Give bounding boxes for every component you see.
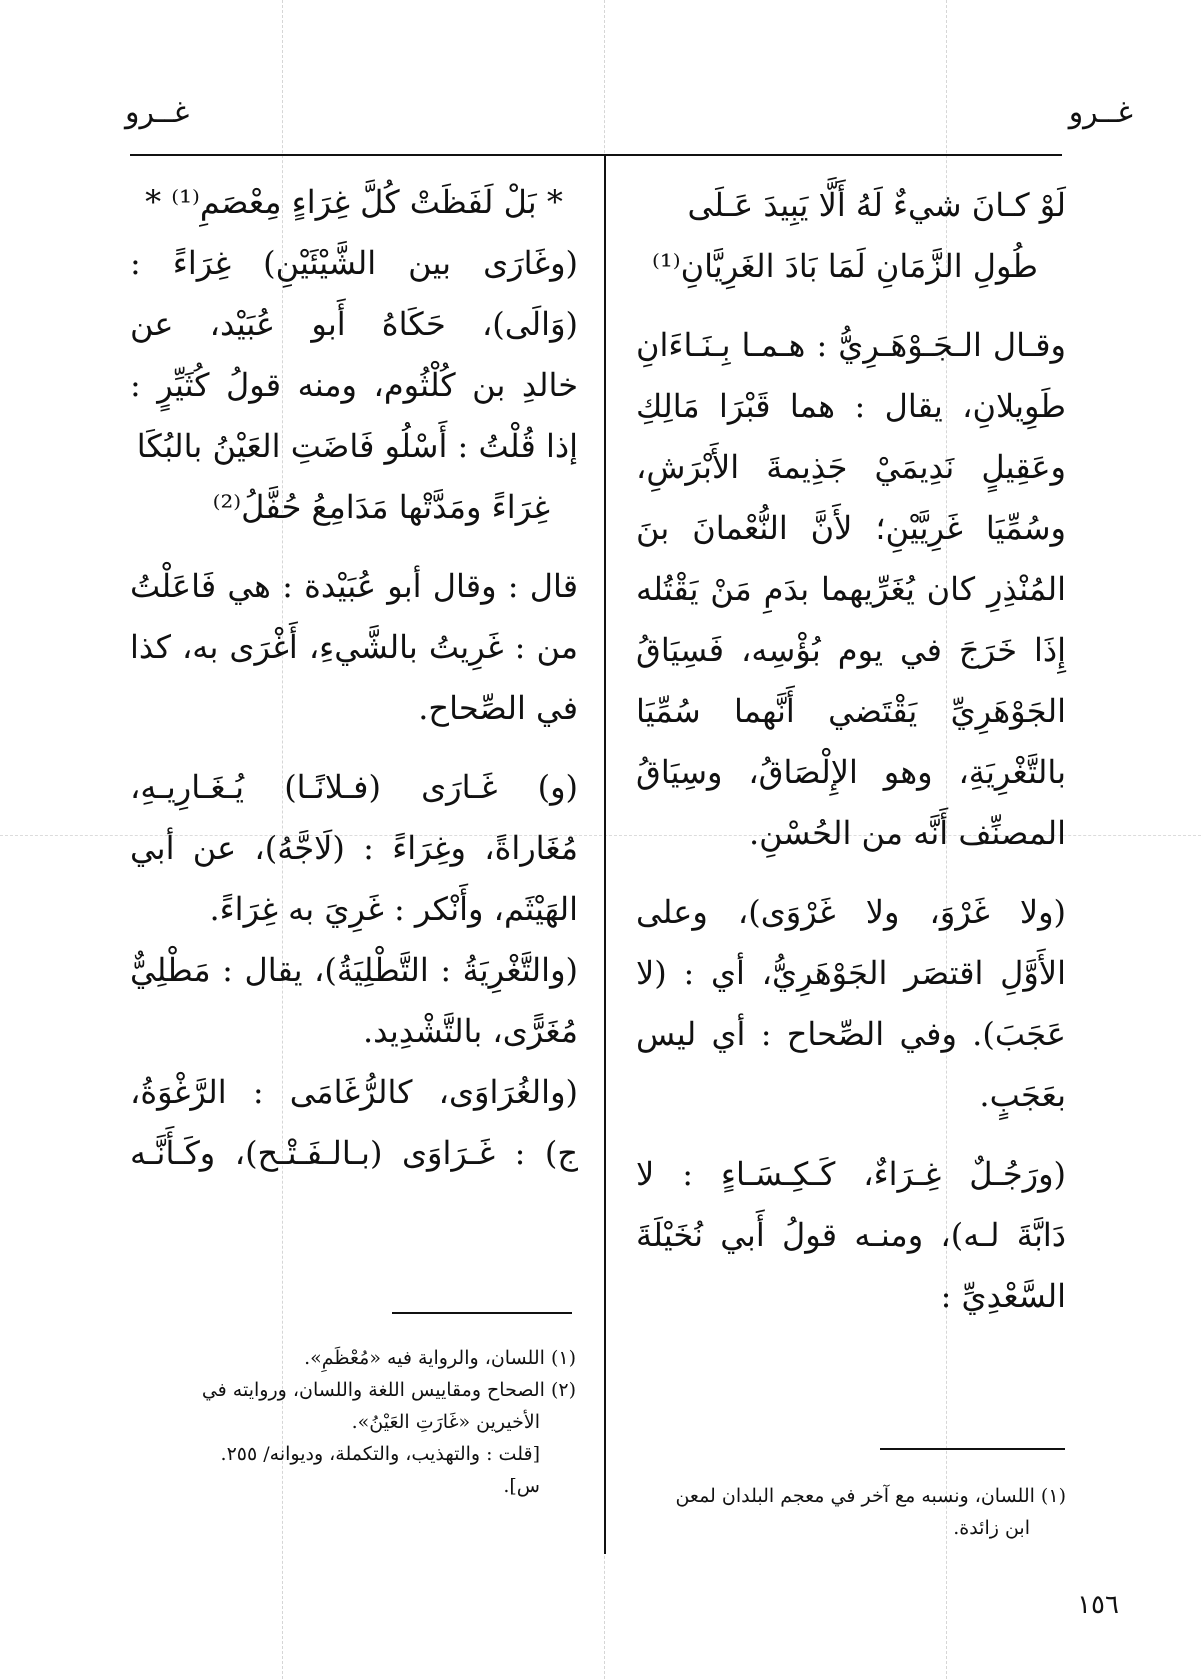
footnote-line: ابن زائدة. <box>953 1517 1030 1539</box>
left-column <box>130 172 578 1184</box>
footnote-line: (٢) الصحاح ومقاييس اللغة واللسان، وروايته في <box>201 1379 576 1401</box>
footnote-line: س]. <box>503 1475 540 1497</box>
text-line: دَابَّةَ لـه)، ومنـه قولُ أَبي نُخَيْلَةَ <box>636 1216 1066 1254</box>
text-line: بعَجَبٍ. <box>979 1076 1066 1114</box>
footnote-rule <box>392 1312 572 1314</box>
text-line: ج) : غَـرَاوَى (بـالـفَـتْـح)، وكَـأَنَّـه <box>130 1134 578 1172</box>
page-number: ١٥٦ <box>1077 1590 1119 1620</box>
text-line: (و) غَـارَى (فـلانًـا) يُـغَـارِيـهِ، <box>130 768 578 806</box>
verse-line: طُولِ الزَّمَانِ لَمَا بَادَ الغَرِيَّانِ⁽¹⁾ <box>652 247 1038 285</box>
text-line: وسُمِّيَا غَرِيَّيْنِ؛ لأَنَّ النُّعْمانَ بنَ <box>636 509 1066 547</box>
text-line: بالتَّغْرِيَةِ، وهو الإِلْصَاقُ، وسِيَاقُ <box>636 753 1066 791</box>
text-line: في الصِّحاح. <box>418 689 578 727</box>
verse-line: * بَلْ لَفَظَتْ كُلَّ غِرَاءٍ مِعْصَمِ⁽¹⁾ * <box>145 183 563 221</box>
text-line: مُغَرًّى، بالتَّشْدِيد. <box>362 1012 578 1050</box>
text-line: (وغَارَى بين الشَّيْئَيْنِ) غِرَاءً : <box>130 244 578 282</box>
text-line: من : غَرِيتُ بالشَّيءِ، أَغْرَى به، كذا <box>130 628 578 666</box>
text-line: (ولا غَرْوَ، ولا غَرْوَى)، وعلى <box>636 893 1066 931</box>
verse-line: لَوْ كـانَ شيءٌ لَهُ أَلَّا يَبِيدَ عَـلَى <box>687 186 1066 224</box>
footnote-line: (١) اللسان، والرواية فيه «مُعْظَمِ». <box>304 1347 576 1369</box>
footnote-line: [قلت : والتهذيب، والتكملة، وديوانه/ ٢٥٥. <box>220 1443 540 1465</box>
text-line: خالدِ بن كُلْثُوم، ومنه قولُ كُثَيِّرٍ : <box>130 366 578 404</box>
text-line: عَجَبَ). وفي الصِّحاح : أي ليس <box>636 1015 1066 1053</box>
running-header-left: غــرو <box>125 95 190 130</box>
column-divider <box>604 154 606 1554</box>
text-line: (ورَجُـلٌ غِـرَاءٌ، كَـكِـسَـاءٍ : لا <box>636 1155 1066 1193</box>
text-line: المصنِّف أَنَّه من الحُسْنِ. <box>748 814 1066 852</box>
text-line: وعَقِيلٍ نَدِيمَيْ جَذِيمةَ الأَبْرَشِ، <box>636 448 1066 486</box>
text-line: (والتَّغْرِيَةُ : التَّطْلِيَةُ)، يقال : مَطْلِيٌّ <box>130 951 578 989</box>
text-line: مُغَاراةً، وغِرَاءً : (لَاجَّهُ)، عن أبي <box>130 829 578 867</box>
text-line: الأَوَّلِ اقتصَر الجَوْهَرِيُّ، أي : (لا <box>636 954 1066 992</box>
verse-line: غِرَاءً ومَدَّتْها مَدَامِعُ حُفَّلُ⁽²⁾ <box>212 488 550 526</box>
text-line: طَوِيلانِ، يقال : هما قَبْرَا مَالِكِ <box>636 387 1066 425</box>
footnotes-right <box>636 1480 1066 1544</box>
footnote-line: (١) اللسان، ونسبه مع آخر في معجم البلدان لمعن <box>675 1485 1066 1507</box>
header-rule <box>130 154 1062 156</box>
text-line: (وَالَى)، حَكَاهُ أَبو عُبَيْد، عن <box>130 305 578 343</box>
verse-line: إذا قُلْتُ : أَسْلُو فَاضَتِ العَيْنُ بالبُكَا <box>136 427 578 465</box>
text-line: المُنْذِرِ كان يُغَرِّيهما بدَمِ مَنْ يَقْتُله <box>636 570 1066 608</box>
text-line: الهَيْثَم، وأَنْكر : غَرِيَ به غِرَاءً. <box>209 890 578 928</box>
running-header-right: غــرو <box>1068 95 1133 130</box>
right-column <box>636 175 1066 1327</box>
text-line: السَّعْدِيِّ : <box>940 1277 1066 1315</box>
footnote-line: الأخيرين «غَارَتِ العَيْنُ». <box>351 1411 540 1433</box>
text-line: الجَوْهَرِيِّ يَقْتَضي أَنَّهما سُمِّيَا <box>636 692 1066 730</box>
text-line: (والغُرَاوَى، كالرُّغَامَى : الرَّغْوَةُ، <box>130 1073 578 1111</box>
footnote-rule <box>880 1448 1065 1450</box>
text-line: إِذَا خَرَجَ في يوم بُؤْسِه، فَسِيَاقُ <box>636 631 1066 669</box>
footnotes-left <box>130 1342 576 1502</box>
text-line: قال : وقال أبو عُبَيْدة : هي فَاعَلْتُ <box>130 567 578 605</box>
text-line: وقـال الـجَـوْهَـرِيُّ : هـمـا بِـنَـاءَانِ <box>636 326 1066 364</box>
